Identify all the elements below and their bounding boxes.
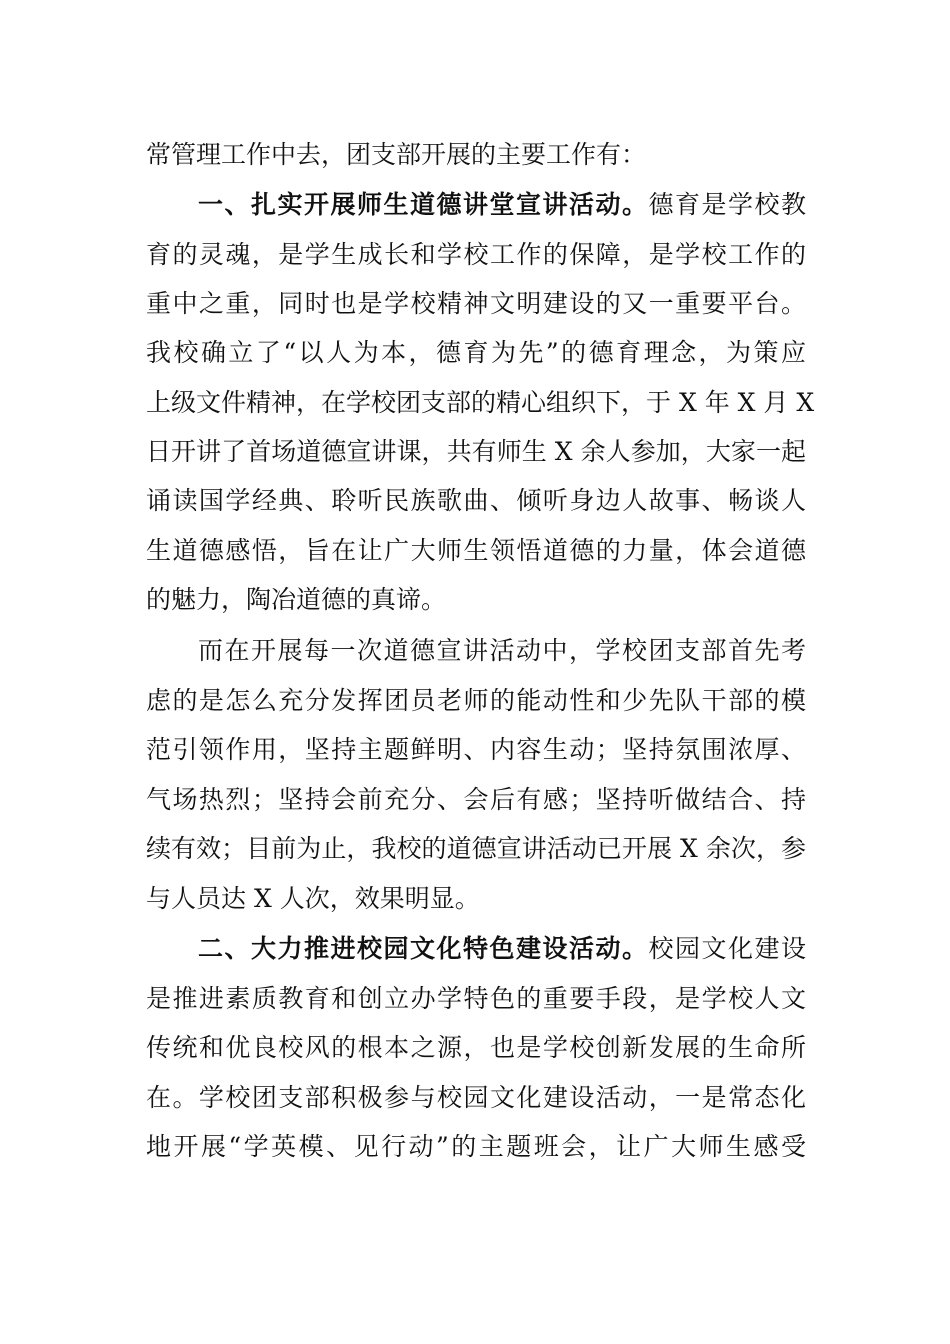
text-line: 范引领作用，坚持主题鲜明、内容生动；坚持氛围浓厚、 — [146, 735, 806, 764]
text-line: 地开展“学英模、见行动”的主题班会，让广大师生感受 — [146, 1132, 806, 1161]
text-line: 气场热烈；坚持会前充分、会后有感；坚持听做结合、持 — [146, 785, 806, 814]
section-heading: 一、扎实开展师生道德讲堂宣讲活动。 — [198, 190, 649, 219]
text-line: 与人员达 X 人次，效果明显。 — [146, 884, 480, 913]
text-line: 续有效；目前为止，我校的道德宣讲活动已开展 X 余次，参 — [146, 834, 806, 863]
text-line: 上级文件精神，在学校团支部的精心组织下，于 X 年 X 月 X — [146, 388, 815, 417]
text-line: 是推进素质教育和创立办学特色的重要手段，是学校人文 — [146, 984, 806, 1013]
text-line: 诵读国学经典、聆听民族歌曲、倾听身边人故事、畅谈人 — [146, 486, 806, 515]
section-heading-line: 二、大力推进校园文化特色建设活动。校园文化建设 — [198, 934, 806, 963]
text-line: 常管理工作中去，团支部开展的主要工作有： — [146, 140, 647, 169]
text-line: 生道德感悟，旨在让广大师生领悟道德的力量，体会道德 — [146, 536, 806, 565]
text-line: 重中之重，同时也是学校精神文明建设的又一重要平台。 — [146, 289, 806, 318]
text-line: 而在开展每一次道德宣讲活动中，学校团支部首先考 — [198, 636, 806, 665]
text-line: 的魅力，陶冶道德的真谛。 — [146, 585, 447, 614]
text-line: 日开讲了首场道德宣讲课，共有师生 X 余人参加，大家一起 — [146, 437, 806, 466]
text-line: 在。学校团支部积极参与校园文化建设活动，一是常态化 — [146, 1083, 806, 1112]
section-heading: 二、大力推进校园文化特色建设活动。 — [198, 934, 649, 963]
text-line: 我校确立了“以人为本，德育为先”的德育理念，为策应 — [146, 338, 806, 367]
text-line: 育的灵魂，是学生成长和学校工作的保障，是学校工作的 — [146, 240, 806, 269]
section-heading-line: 一、扎实开展师生道德讲堂宣讲活动。德育是学校教 — [198, 190, 806, 219]
text-line: 虑的是怎么充分发挥团员老师的能动性和少先队干部的模 — [146, 686, 806, 715]
text-line: 传统和优良校风的根本之源，也是学校创新发展的生命所 — [146, 1033, 806, 1062]
